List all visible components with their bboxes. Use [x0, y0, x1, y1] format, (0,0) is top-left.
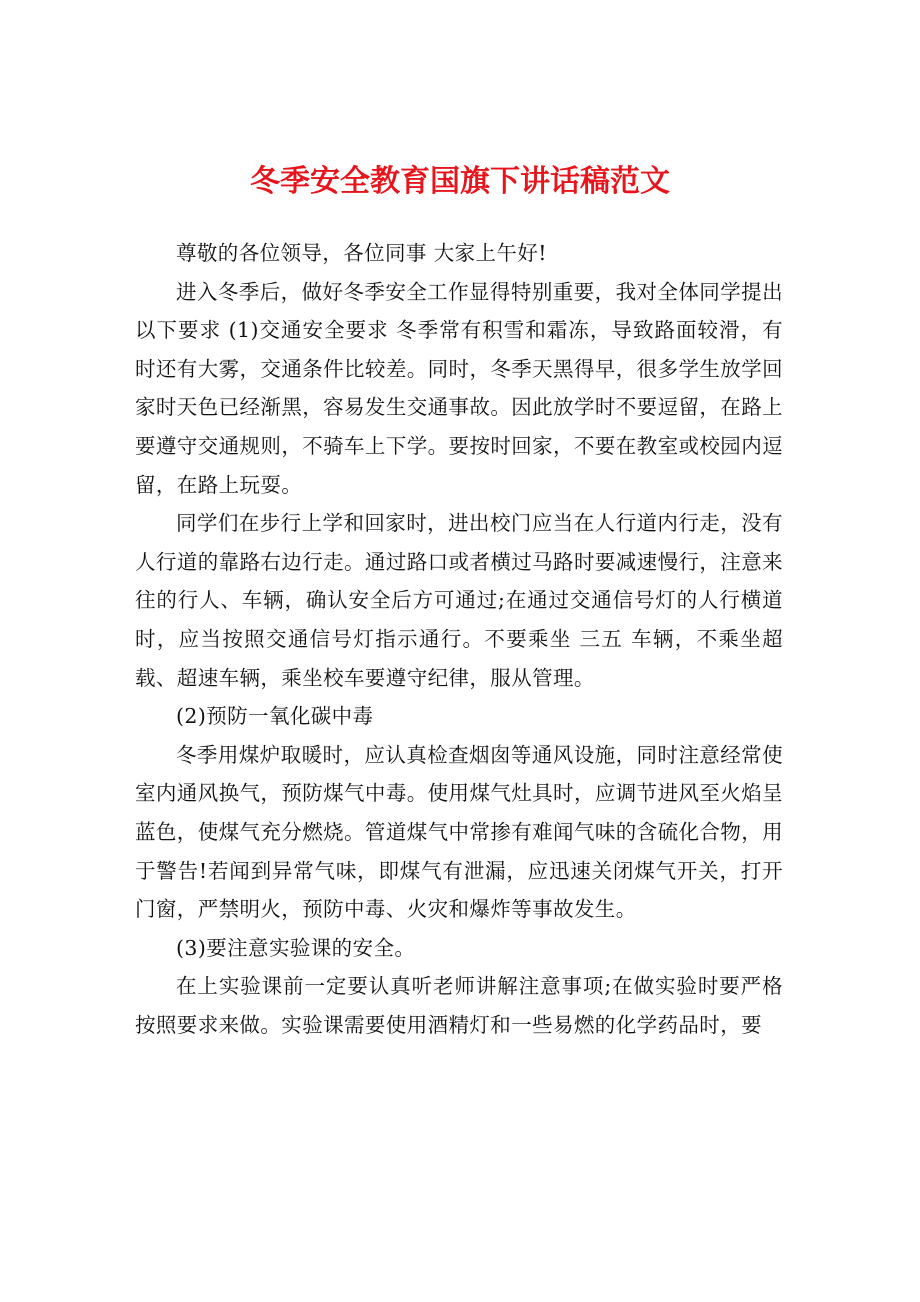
paragraph-traffic-safety: 进入冬季后，做好冬季安全工作显得特别重要，我对全体同学提出以下要求 (1)交通安全要求 冬季常有积雪和霜冻，导致路面较滑，有时还有大雾，交通条件比较差。同时，冬季天黑得早，很多学生放学回家时天色已经渐黑，容易发生交通事故。因此放学时不要逗留，在路上要遵守交通规则，不骑车上下学。要按时回家，不要在教室或校园内逗留，在路上玩耍。 [135, 279, 783, 497]
paragraph-walking-safety: 同学们在步行上学和回家时，进出校门应当在人行道内行走，没有人行道的靠路右边行走。通过路口或者横过马路时要减速慢行，注意来往的行人、车辆，确认安全后方可通过;在通过交通信号灯的人行横道时，应当按照交通信号灯指示通行。不要乘坐 三五 车辆，不乘坐超载、超速车辆，乘坐校车要遵守纪律，服从管理。 [135, 511, 783, 690]
heading-lab-safety: (3)要注意实验课的安全。 [176, 935, 416, 960]
paragraph-gas-safety: 冬季用煤炉取暖时，应认真检查烟囱等通风设施，同时注意经常使室内通风换气，预防煤气中毒。使用煤气灶具时，应调节进风至火焰呈蓝色，使煤气充分燃烧。管道煤气中常掺有难闻气味的含硫化合物，用于警告!若闻到异常气味，即煤气有泄漏，应迅速关闭煤气开关，打开门窗，严禁明火，预防中毒、火灾和爆炸等事故发生。 [135, 742, 783, 922]
paragraph-lab-safety: 在上实验课前一定要认真听老师讲解注意事项;在做实验时要严格按照要求来做。实验课需要使用酒精灯和一些易燃的化学药品时，要 [135, 974, 783, 1037]
document-body [135, 234, 783, 1044]
heading-carbon-monoxide: (2)预防一氧化碳中毒 [176, 704, 374, 729]
document-title: 冬季安全教育国旗下讲话稿范文 [250, 164, 670, 199]
paragraph-greeting: 尊敬的各位领导，各位同事 大家上午好! [176, 241, 547, 265]
